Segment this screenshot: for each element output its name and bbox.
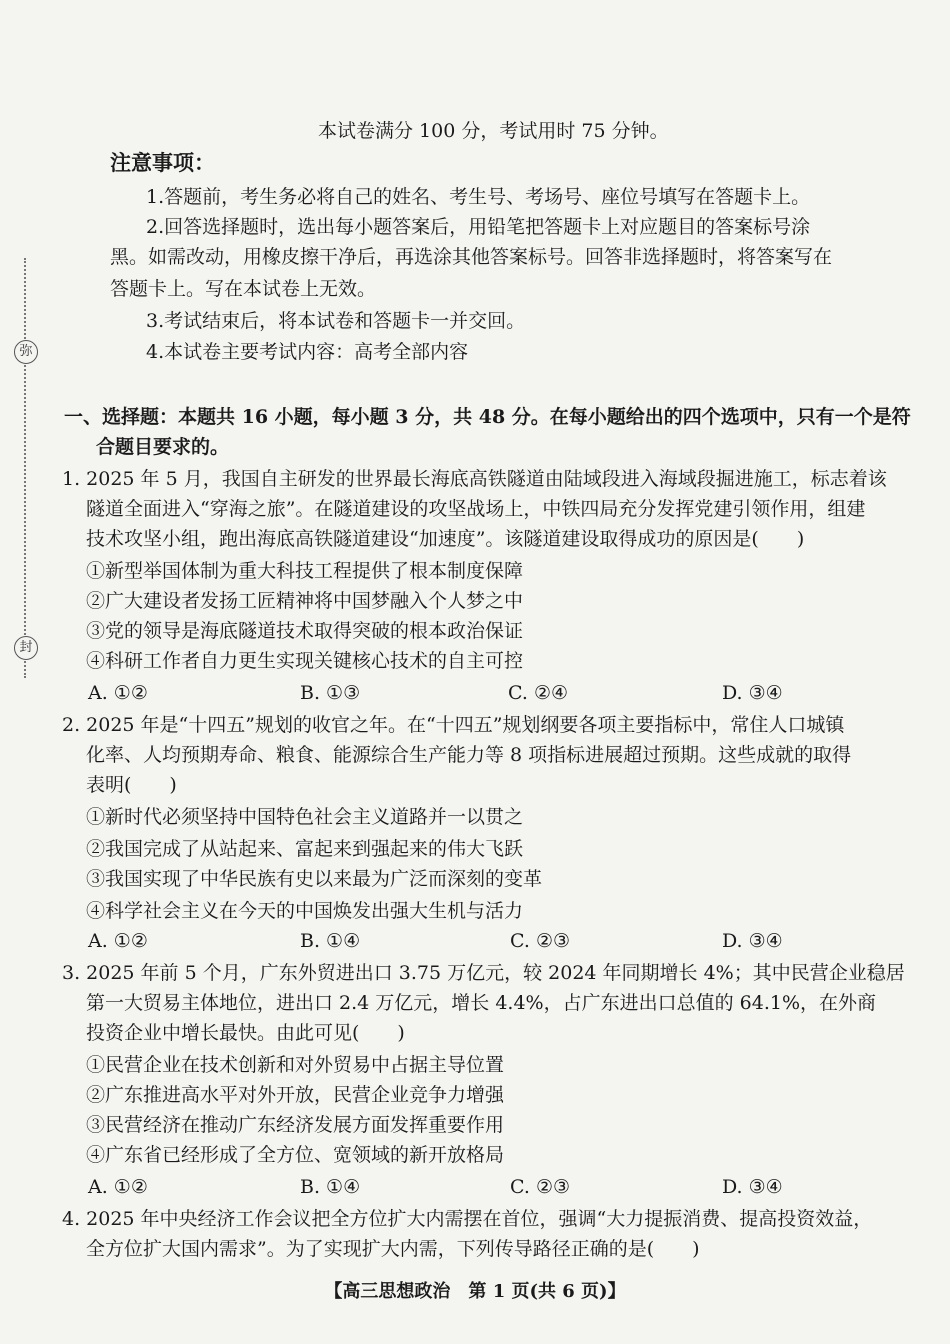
question-3-item: ①民营企业在技术创新和对外贸易中占据主导位置 xyxy=(86,1054,505,1076)
notice-line: 黑。如需改动，用橡皮擦干净后，再选涂其他答案标号。回答非选择题时，将答案写在 xyxy=(110,246,833,268)
question-3-item: ③民营经济在推动广东经济发展方面发挥重要作用 xyxy=(86,1114,505,1136)
notice-title: 注意事项： xyxy=(110,150,215,175)
notice-line: 1.答题前，考生务必将自己的姓名、考生号、考场号、座位号填写在答题卡上。 xyxy=(146,186,811,208)
question-4-stem: 全方位扩大国内需求”。为了实现扩大内需，下列传导路径正确的是( ) xyxy=(86,1238,700,1260)
question-2-stem: 表明( ) xyxy=(86,774,177,796)
question-1-item: ③党的领导是海底隧道技术取得突破的根本政治保证 xyxy=(86,620,524,642)
seal-mark: 弥 xyxy=(14,340,38,364)
question-1-item: ①新型举国体制为重大科技工程提供了根本制度保障 xyxy=(86,560,524,582)
question-3-item: ②广东推进高水平对外开放，民营企业竞争力增强 xyxy=(86,1084,505,1106)
question-3-stem: 投资企业中增长最快。由此可见( ) xyxy=(86,1022,405,1044)
seal-line xyxy=(24,258,26,678)
question-3-option-c[interactable]: C. ②③ xyxy=(510,1176,571,1198)
question-2-option-a[interactable]: A. ①② xyxy=(88,930,148,952)
question-1-option-d[interactable]: D. ③④ xyxy=(722,682,783,704)
question-2-stem: 化率、人均预期寿命、粮食、能源综合生产能力等 8 项指标进展超过预期。这些成就的取得 xyxy=(86,744,852,766)
question-1-option-b[interactable]: B. ①③ xyxy=(300,682,361,704)
question-3-stem: 第一大贸易主体地位，进出口 2.4 万亿元，增长 4.4%，占广东进出口总值的 64.1%，在外商 xyxy=(86,992,877,1014)
question-2-option-c[interactable]: C. ②③ xyxy=(510,930,571,952)
question-1-item: ②广大建设者发扬工匠精神将中国梦融入个人梦之中 xyxy=(86,590,524,612)
question-2-item: ②我国完成了从站起来、富起来到强起来的伟大飞跃 xyxy=(86,838,524,860)
question-3-item: ④广东省已经形成了全方位、宽领域的新开放格局 xyxy=(86,1144,505,1166)
notice-line: 4.本试卷主要考试内容：高考全部内容 xyxy=(146,341,469,363)
question-2-item: ①新时代必须坚持中国特色社会主义道路并一以贯之 xyxy=(86,806,524,828)
notice-line: 2.回答选择题时，选出每小题答案后，用铅笔把答题卡上对应题目的答案标号涂 xyxy=(146,216,811,238)
question-3-option-b[interactable]: B. ①④ xyxy=(300,1176,361,1198)
notice-line: 答题卡上。写在本试卷上无效。 xyxy=(110,278,377,300)
question-2-item: ④科学社会主义在今天的中国焕发出强大生机与活力 xyxy=(86,900,524,922)
question-3-option-d[interactable]: D. ③④ xyxy=(722,1176,783,1198)
question-1-stem: 1. 2025 年 5 月，我国自主研发的世界最长海底高铁隧道由陆域段进入海域段掘进施工，标志着该 xyxy=(62,468,887,490)
question-2-stem: 2. 2025 年是“十四五”规划的收官之年。在“十四五”规划纲要各项主要指标中，常住人口城镇 xyxy=(62,714,845,736)
section-heading: 合题目要求的。 xyxy=(96,436,230,458)
question-1-option-c[interactable]: C. ②④ xyxy=(508,682,569,704)
question-1-stem: 隧道全面进入“穿海之旅”。在隧道建设的攻坚战场上，中铁四局充分发挥党建引领作用，组建 xyxy=(86,498,866,520)
notice-line: 3.考试结束后，将本试卷和答题卡一并交回。 xyxy=(146,310,526,332)
page-footer: 【高三思想政治 第 1 页(共 6 页)】 xyxy=(324,1281,626,1302)
question-1-option-a[interactable]: A. ①② xyxy=(88,682,148,704)
question-3-stem: 3. 2025 年前 5 个月，广东外贸进出口 3.75 万亿元，较 2024 年同期增长 4%；其中民营企业稳居 xyxy=(62,962,905,984)
question-2-option-d[interactable]: D. ③④ xyxy=(722,930,783,952)
seal-mark: 封 xyxy=(14,636,38,660)
question-1-stem: 技术攻坚小组，跑出海底高铁隧道建设“加速度”。该隧道建设取得成功的原因是( ) xyxy=(86,528,805,550)
question-1-item: ④科研工作者自力更生实现关键核心技术的自主可控 xyxy=(86,650,524,672)
question-4-stem: 4. 2025 年中央经济工作会议把全方位扩大内需摆在首位，强调“大力提振消费、提高投资效益， xyxy=(62,1208,873,1230)
exam-info: 本试卷满分 100 分，考试用时 75 分钟。 xyxy=(318,120,669,142)
question-2-option-b[interactable]: B. ①④ xyxy=(300,930,361,952)
question-3-option-a[interactable]: A. ①② xyxy=(88,1176,148,1198)
section-heading: 一、选择题：本题共 16 小题，每小题 3 分，共 48 分。在每小题给出的四个选项中，只有一个是符 xyxy=(64,406,911,428)
question-2-item: ③我国实现了中华民族有史以来最为广泛而深刻的变革 xyxy=(86,868,543,890)
